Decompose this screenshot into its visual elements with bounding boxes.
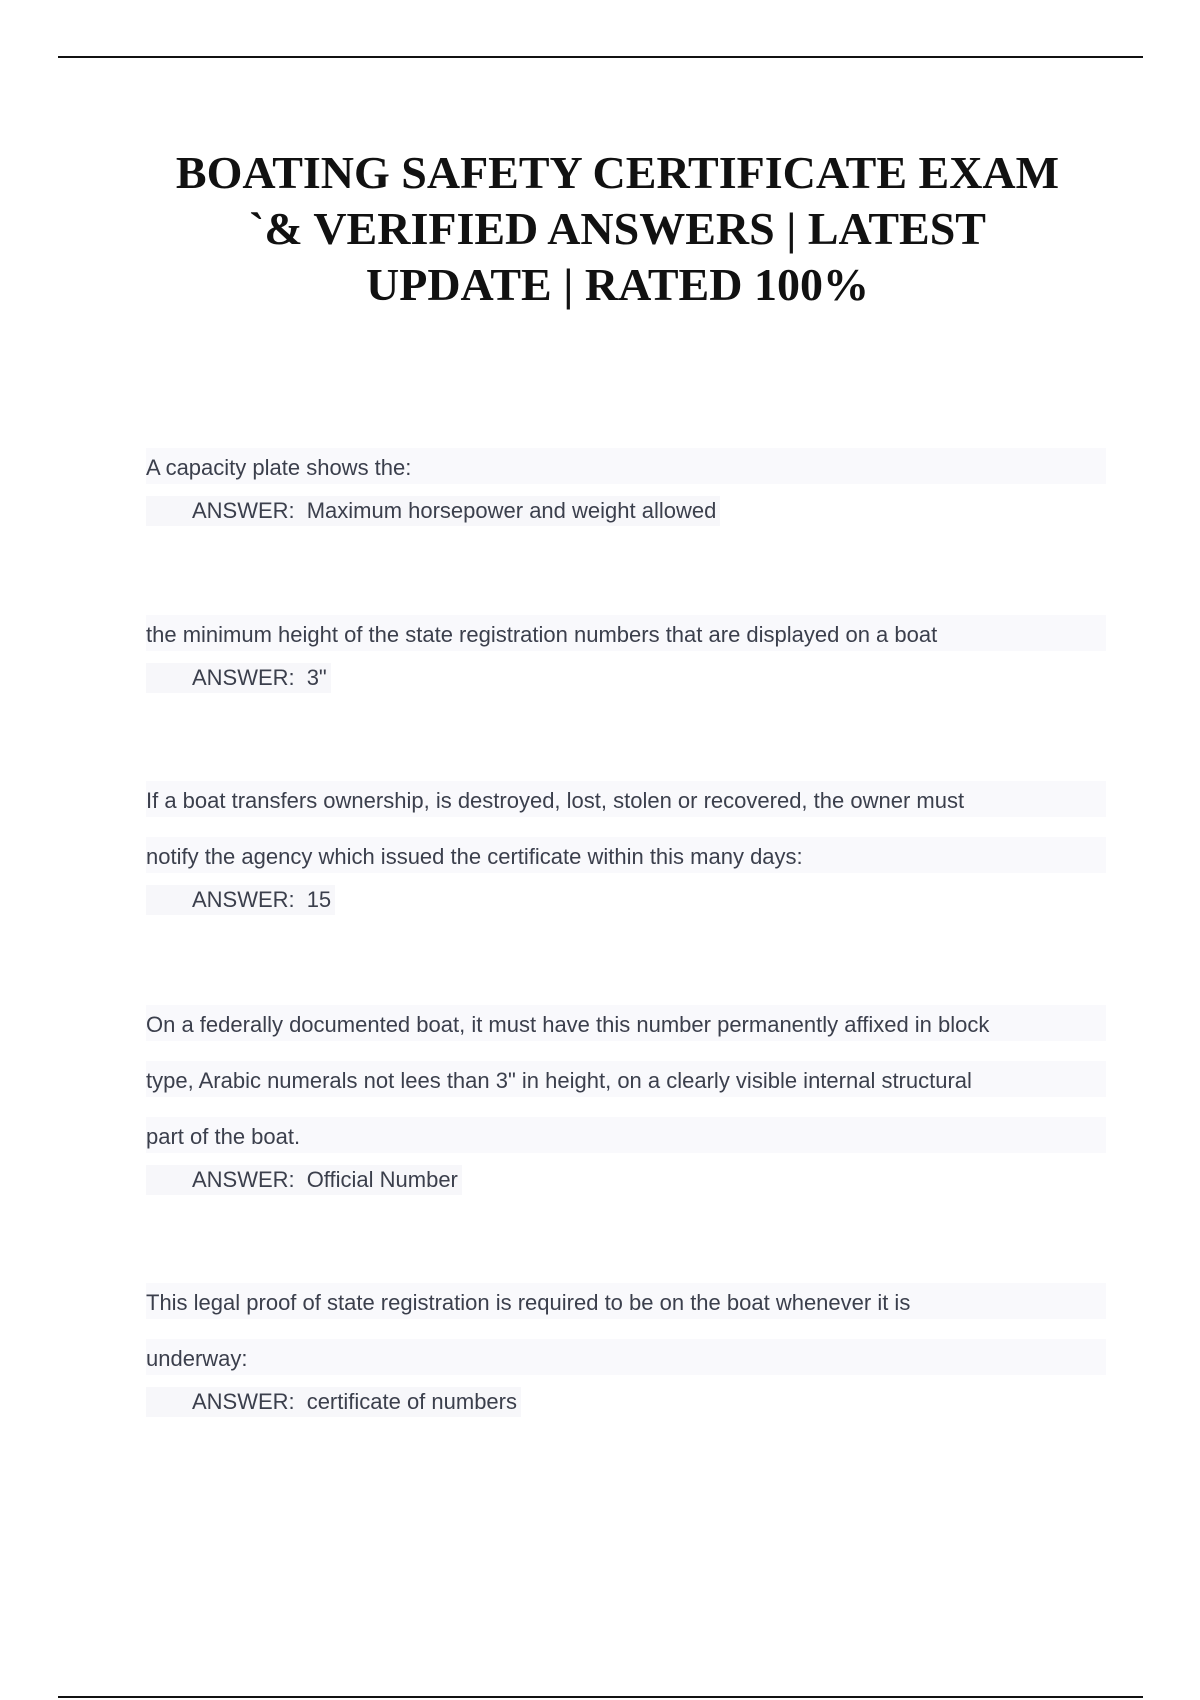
answer-label: ANSWER:: [192, 665, 295, 690]
answer-label: ANSWER:: [192, 1389, 295, 1414]
question: [146, 1275, 1106, 1387]
answer-text: Maximum horsepower and weight allowed: [306, 498, 717, 523]
qa-item: [146, 773, 1106, 915]
question-line: notify the agency which issued the certificate within this many days:: [146, 829, 1106, 885]
question-line: type, Arabic numerals not lees than 3" in height, on a clearly visible internal structural: [146, 1053, 1106, 1109]
answer-text: certificate of numbers: [306, 1389, 517, 1414]
qa-item: [146, 1275, 1106, 1417]
question: [146, 607, 1106, 663]
answer: [146, 885, 335, 915]
answer-text: 15: [306, 887, 332, 912]
bottom-rule: [58, 1696, 1143, 1698]
question: [146, 997, 1106, 1165]
answer-label: ANSWER:: [192, 498, 295, 523]
qa-item: [146, 997, 1106, 1195]
question-line: underway:: [146, 1331, 1106, 1387]
question-line: part of the boat.: [146, 1109, 1106, 1165]
question-line: This legal proof of state registration is required to be on the boat whenever it is: [146, 1275, 1106, 1331]
qa-item: [146, 440, 1106, 526]
title-line: UPDATE | RATED 100%: [366, 259, 869, 310]
qa-item: [146, 607, 1106, 693]
answer: [146, 663, 331, 693]
answer-label: ANSWER:: [192, 1167, 295, 1192]
answer: [146, 1165, 462, 1195]
answer: [146, 1387, 521, 1417]
question-line: A capacity plate shows the:: [146, 440, 1106, 496]
question-line: the minimum height of the state registration numbers that are displayed on a boat: [146, 607, 1106, 663]
title-line: `& VERIFIED ANSWERS | LATEST: [249, 203, 986, 254]
question: [146, 440, 1106, 496]
top-rule: [58, 56, 1143, 58]
question: [146, 773, 1106, 885]
answer-label: ANSWER:: [192, 887, 295, 912]
answer-text: 3": [306, 665, 327, 690]
title-line: BOATING SAFETY CERTIFICATE EXAM: [175, 147, 1060, 198]
question-line: On a federally documented boat, it must have this number permanently affixed in block: [146, 997, 1106, 1053]
answer-text: Official Number: [306, 1167, 458, 1192]
document-title: [100, 145, 1135, 313]
question-line: If a boat transfers ownership, is destroyed, lost, stolen or recovered, the owner must: [146, 773, 1106, 829]
answer: [146, 496, 720, 526]
